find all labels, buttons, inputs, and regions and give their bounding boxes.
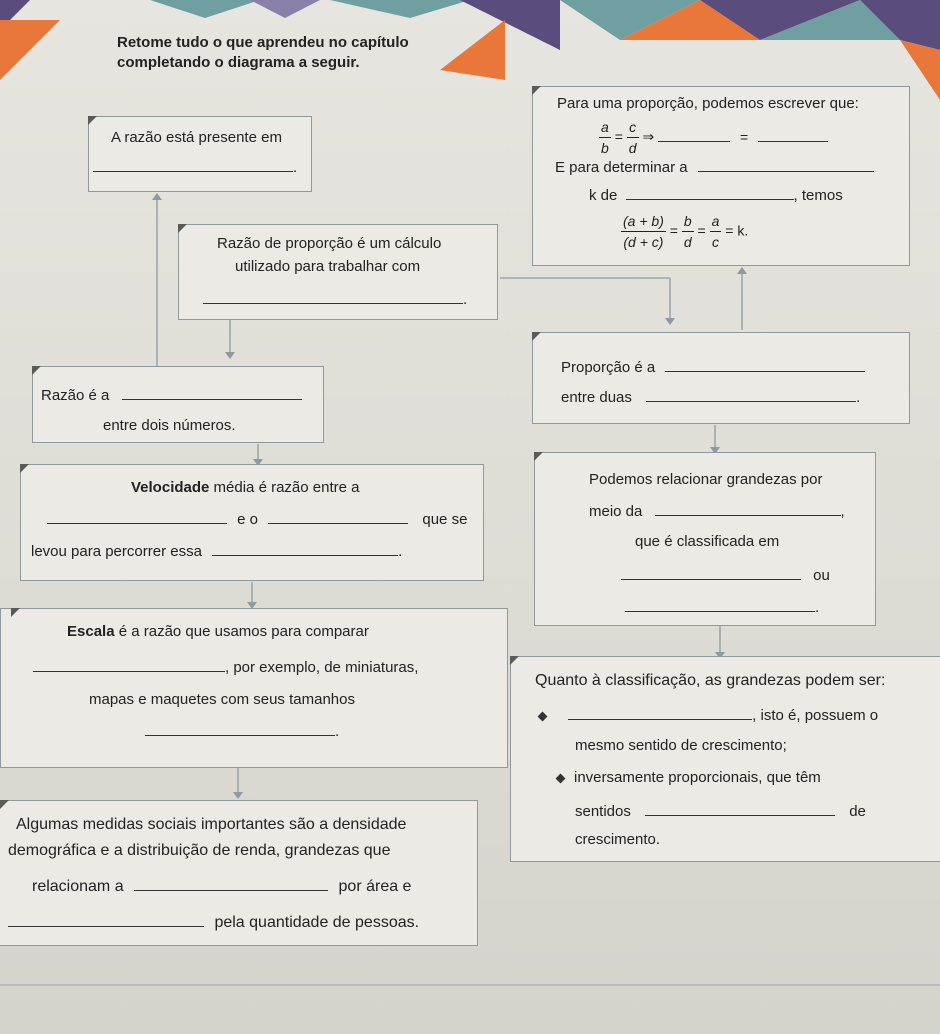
relacionar-line-3: que é classificada em [635,533,780,550]
ratio-equation: $\frac{a}{b}$ = $\frac{c}{d}$ ⇒ = [599,117,828,159]
blank-determinar[interactable] [698,170,874,172]
k-de-line: k de , temos [589,187,843,204]
classificacao-line-1: Quanto à classificação, as grandezas podem ser: [535,672,886,689]
blank-proporcao-2[interactable] [758,140,828,142]
blank-proporcao-1[interactable] [658,140,730,142]
classificacao-item-2-line-2: sentidos de [575,803,866,820]
blank-sociais-1[interactable] [134,889,328,891]
sociais-line-3: relacionam a por área e [32,878,412,895]
relacionar-line-5: . [625,597,819,619]
razao-line-2: entre dois números. [103,417,236,434]
velocidade-line-3: levou para percorrer essa . [31,543,403,560]
razao-proporcao-line-2: utilizado para trabalhar com [235,258,421,275]
blank-sociais-2[interactable] [8,925,204,927]
sociais-line-2: demográfica e a distribuição de renda, grandezas que [8,842,391,859]
blank-velocidade-1[interactable] [47,522,227,524]
proporcao-escrever-text: Para uma proporção, podemos escrever que: [557,95,859,112]
blank-relacionar-2[interactable] [625,610,815,612]
razao-line-1: Razão é a [41,385,302,407]
bullet-icon [556,773,566,783]
razao-presente-text: A razão está presente em [111,129,282,146]
escala-line-4: . [145,721,339,743]
escala-bold: Escala [67,623,115,640]
razao-proporcao-blank-line: . [203,289,467,311]
blank-razao[interactable] [122,398,302,400]
razao-presente-blank-line: . [93,157,297,179]
blank-classificacao-1[interactable] [568,718,752,720]
blank-escala-2[interactable] [145,734,335,736]
box-relacionar [534,452,876,626]
classificacao-item-2-line-3: crescimento. [575,831,661,848]
box-proporcao-escrever [532,86,910,266]
blank-proporcao-entre[interactable] [646,400,856,402]
box-razao-presente [88,116,312,192]
relacionar-line-1: Podemos relacionar grandezas por [589,471,823,488]
classificacao-item-2: inversamente proporcionais, que têm [557,767,821,789]
sociais-line-1: Algumas medidas sociais importantes são a densidade [16,816,407,833]
classificacao-item-1: , isto é, possuem o [539,705,878,727]
blank-velocidade-2[interactable] [268,522,408,524]
blank-escala-1[interactable] [33,670,225,672]
escala-line-2: , por exemplo, de miniaturas, [33,657,418,679]
box-velocidade [20,464,484,581]
bullet-icon [538,711,548,721]
box-classificacao [510,656,940,862]
box-proporcao [532,332,910,424]
velocidade-line-1: Velocidade média é razão entre a [131,479,360,496]
velocidade-line-2: e o que se [47,509,467,531]
relacionar-line-4: ou [621,565,830,587]
determinar-line: E para determinar a [555,157,874,179]
classificacao-item-1-line-2: mesmo sentido de crescimento; [575,737,787,754]
box-razao [32,366,324,443]
blank-razao-presente[interactable] [93,170,293,172]
instruction-line-1: Retome tudo o que aprendeu no capítulo [117,34,409,51]
proporcao-line-2: entre duas . [561,389,861,406]
velocidade-bold: Velocidade [131,479,210,496]
blank-k-de[interactable] [626,198,794,200]
blank-velocidade-3[interactable] [212,554,398,556]
razao-proporcao-line-1: Razão de proporção é um cálculo [217,235,442,252]
box-sociais [0,800,478,946]
blank-relacionar-meio[interactable] [655,514,841,516]
blank-relacionar-1[interactable] [621,578,801,580]
blank-classificacao-2[interactable] [645,814,835,816]
k-equation: $\frac{(a + b)}{(d + c)}$ = $\frac{b}{d}$ = $\frac{a}{c}$ = k. [623,213,749,251]
blank-razao-proporcao[interactable] [203,302,463,304]
box-escala [0,608,508,768]
proporcao-line-1: Proporção é a [561,357,865,379]
instruction-line-2: completando o diagrama a seguir. [117,54,360,71]
sociais-line-4: pela quantidade de pessoas. [8,911,419,934]
escala-line-3: mapas e maquetes com seus tamanhos [89,691,355,708]
box-razao-proporcao [178,224,498,320]
implies-symbol: ⇒ [642,128,655,145]
escala-line-1: Escala é a razão que usamos para comparar [67,623,369,640]
blank-proporcao-a[interactable] [665,370,865,372]
relacionar-line-2: meio da , [589,503,845,520]
